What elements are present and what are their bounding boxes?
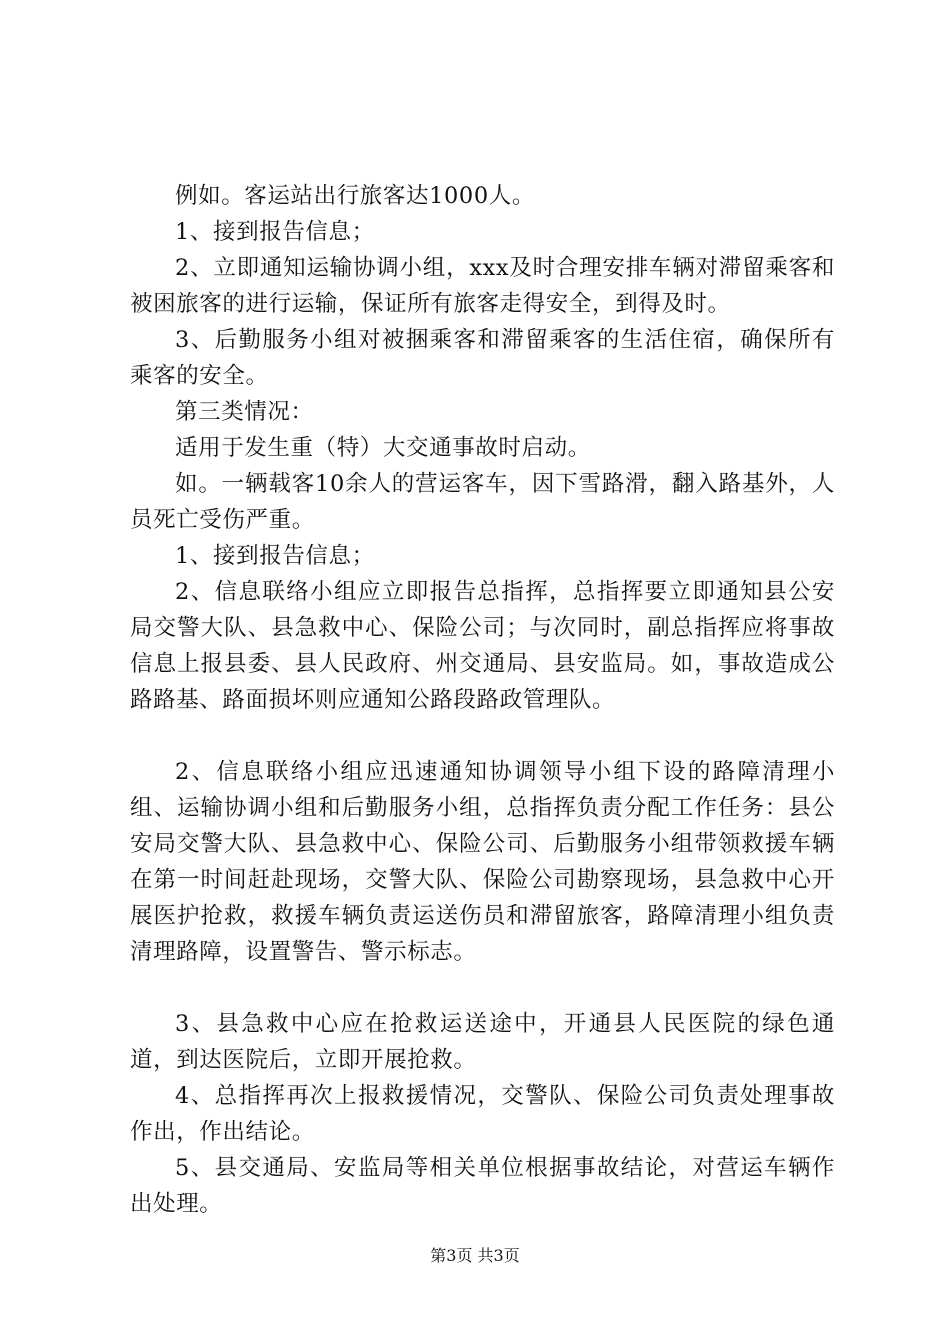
- paragraph-step-2-notify-transport: 2、立即通知运输协调小组，xxx及时合理安排车辆对滞留乘客和被困旅客的进行运输，保证所有旅客走得安全，到得及时。: [130, 255, 835, 317]
- paragraph-accident-step-4: 4、总指挥再次上报救援情况，交警队、保险公司负责处理事故作出，作出结论。: [130, 1083, 835, 1145]
- paragraph-gap: [130, 970, 835, 1006]
- paragraph-accident-step-2b: 2、信息联络小组应迅速通知协调领导小组下设的路障清理小组、运输协调小组和后勤服务小组，总指挥负责分配工作任务：县公安局交警大队、县急救中心、保险公司、后勤服务小组带领救援车辆在第一时间赶赴现场，交警大队、保险公司勘察现场，县急救中心开展医护抢救，救援车辆负责运送伤员和滞留旅客，路障清理小组负责清理路障，设置警告、警示标志。: [130, 759, 835, 965]
- paragraph-accident-step-1: 1、接到报告信息；: [175, 543, 375, 569]
- paragraph-accident-step-2a: 2、信息联络小组应立即报告总指挥，总指挥要立即通知县公安局交警大队、县急救中心、保险公司；与次同时，副总指挥应将事故信息上报县委、县人民政府、州交通局、县安监局。如，事故造成公路路基、路面损坏则应通知公路段路政管理队。: [130, 579, 835, 713]
- paragraph-example-station: 例如。客运站出行旅客达1000人。: [175, 183, 535, 209]
- paragraph-step-1-receive-report: 1、接到报告信息；: [175, 219, 375, 245]
- paragraph-category-three-heading: 第三类情况：: [175, 399, 314, 425]
- paragraph-accident-step-3: 3、县急救中心应在抢救运送途中，开通县人民医院的绿色通道，到达医院后，立即开展抢救。: [130, 1011, 835, 1073]
- paragraph-accident-step-5: 5、县交通局、安监局等相关单位根据事故结论，对营运车辆作出处理。: [130, 1155, 835, 1217]
- page-footer: 第3页 共3页: [430, 1246, 520, 1265]
- paragraph-step-3-logistics: 3、后勤服务小组对被捆乘客和滞留乘客的生活住宿，确保所有乘客的安全。: [130, 327, 835, 389]
- paragraph-example-accident: 如。一辆载客10余人的营运客车，因下雪路滑，翻入路基外，人员死亡受伤严重。: [130, 471, 835, 533]
- paragraph-applicable-scope: 适用于发生重（特）大交通事故时启动。: [175, 435, 591, 461]
- document-body: [130, 178, 835, 1222]
- paragraph-gap: [130, 718, 835, 754]
